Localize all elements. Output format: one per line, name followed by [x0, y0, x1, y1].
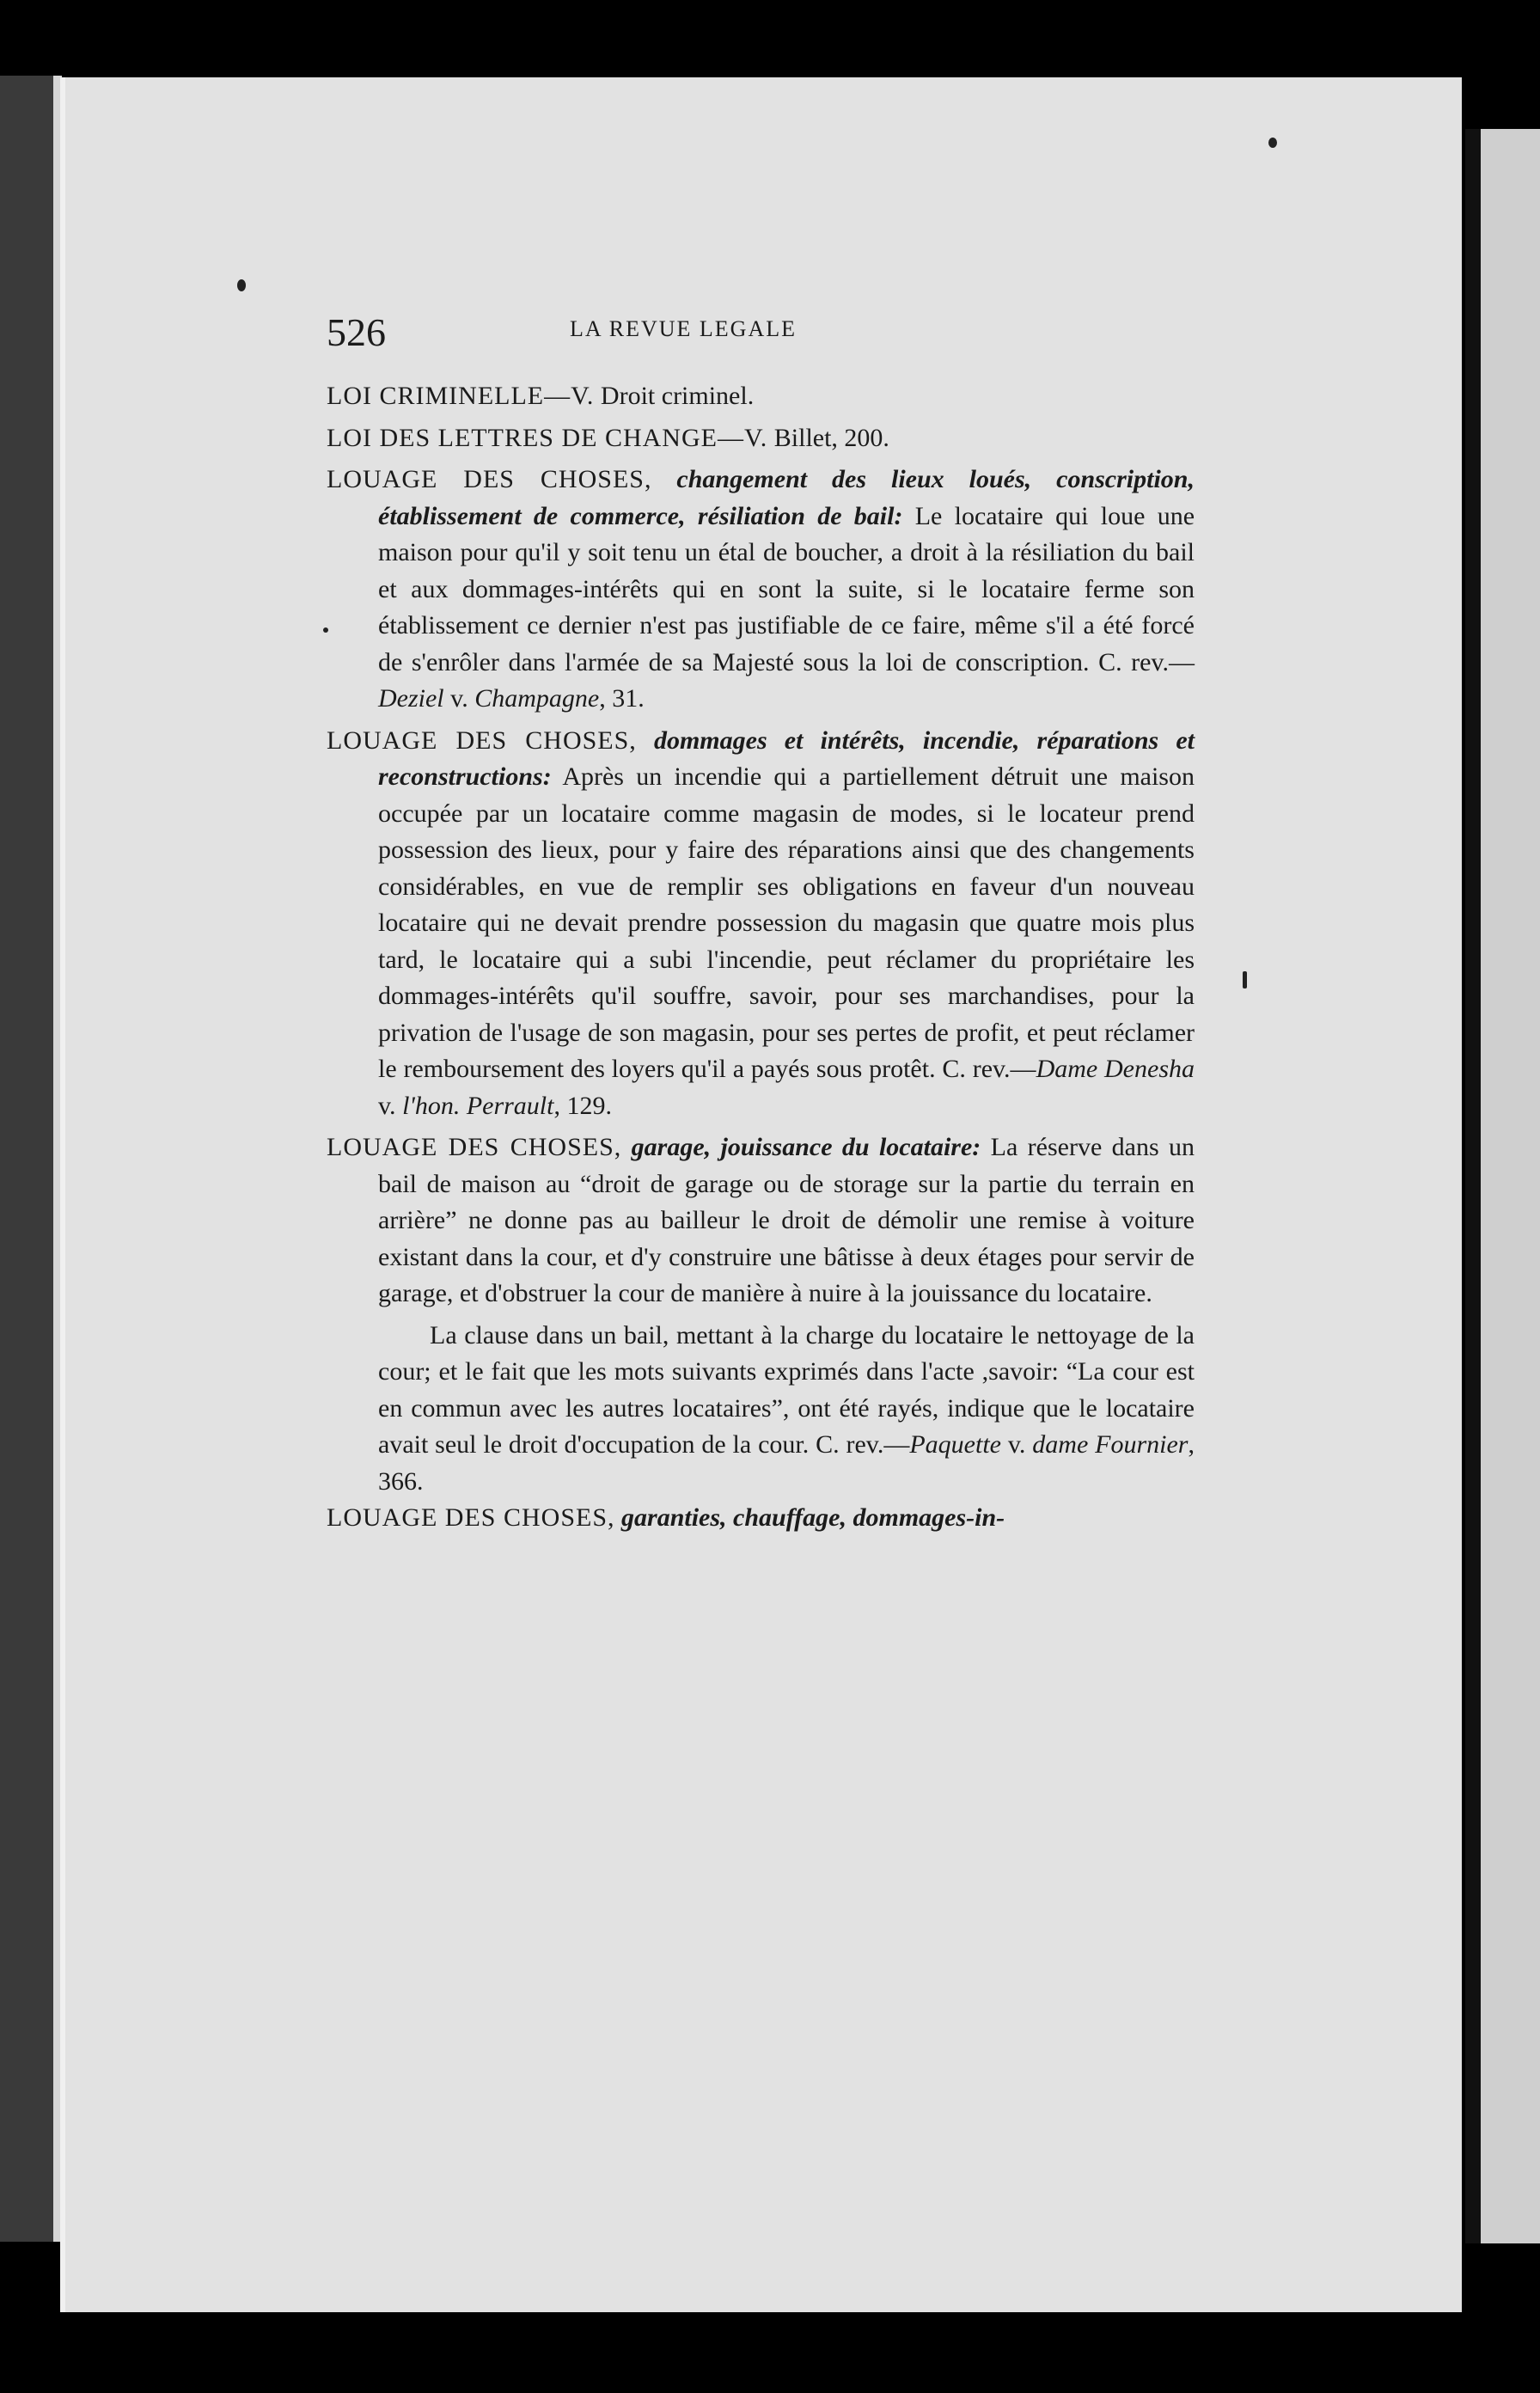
- entry-heading: LOI DES LETTRES DE CHANGE—V.: [327, 423, 768, 452]
- index-entry: [327, 723, 1195, 1125]
- paper-speck: [1268, 138, 1277, 148]
- index-entry: [327, 1500, 1195, 1537]
- entry-topic: changement des lieux loués, conscription, établissement de commerce, résiliation de bail:: [378, 465, 1195, 530]
- page-reference: , 366.: [378, 1430, 1195, 1496]
- entry-paragraph: [327, 1318, 1195, 1501]
- party-name: Deziel: [378, 684, 444, 713]
- entry-reference: Droit criminel.: [600, 382, 755, 410]
- index-entry: [327, 378, 1195, 415]
- page-number: 526: [327, 310, 386, 354]
- page-header: [327, 309, 1040, 370]
- paper-speck: [237, 279, 246, 291]
- entry-body: Le locataire qui loue une maison pour qu'il y soit tenu un étal de boucher, a droit à la résiliation du bail et aux dommages-intérêts qui en sont la suite, si le locataire ferme son établissement ce dernier n'est pas justifiable de ce faire, même s'il a été forcé de s'enrôler dans l'armée de sa Majesté sous la loi de conscription. C. rev.—: [378, 501, 1195, 676]
- entry-topic: garage, jouissance du locataire:: [631, 1133, 981, 1161]
- running-title: LA REVUE LEGALE: [570, 316, 797, 341]
- entry-body: Après un incendie qui a partiellement détruit une maison occupée par un locataire comme magasin de modes, si le locateur prend possession des lieux, pour y faire des réparations ainsi que des changements considérables, en vue de remplir ses obligations en faveur d'un nouveau locataire qui ne devait prendre possession du magasin que quatre mois plus tard, le locataire qui a subi l'incendie, peut réclamer du propriétaire les dommages-intérêts qu'il souffre, savoir, pour ses marchandises, pour la privation de l'usage de son magasin, pour ses pertes de profit, et peut réclamer le remboursement des loyers qu'il a payés sous protêt. C. rev.—: [378, 762, 1195, 1083]
- adjacent-page-edge-left: [0, 76, 62, 2242]
- entry-reference: Billet, 200.: [773, 423, 889, 452]
- versus: v.: [1000, 1430, 1033, 1459]
- entry-topic: dommages et intérêts, incendie, réparations et reconstructions:: [378, 725, 1195, 791]
- party-name: Dame Denesha: [1036, 1055, 1195, 1083]
- party-name: dame Fournier: [1032, 1430, 1189, 1459]
- index-entry: [327, 1129, 1195, 1313]
- page-reference: , 31.: [599, 684, 645, 713]
- adjacent-page-edge-right: [1465, 129, 1540, 2243]
- party-name: Champagne: [474, 684, 600, 713]
- entry-body: La réserve dans un bail de maison au “droit de garage ou de storage sur la partie du terrain en arrière” ne donne pas au bailleur le droit de démolir une remise à voiture existant dans la cour, et d'y construire une bâtisse à deux étages pour servir de garage, et d'obstruer la cour de manière à nuire à la jouissance du locataire.: [378, 1133, 1195, 1307]
- index-entry: [327, 462, 1195, 718]
- paper-speck: [1243, 971, 1247, 988]
- versus: v.: [443, 684, 475, 713]
- entry-heading: LOUAGE DES CHOSES,: [327, 1503, 615, 1532]
- party-name: l'hon. Perrault: [402, 1091, 554, 1120]
- index-entry: [327, 420, 1195, 457]
- entry-heading: LOI CRIMINELLE—V.: [327, 382, 595, 410]
- versus: v.: [378, 1091, 403, 1120]
- entry-heading: LOUAGE DES CHOSES,: [327, 725, 637, 755]
- entry-heading: LOUAGE DES CHOSES,: [327, 465, 652, 493]
- entry-body: La clause dans un bail, mettant à la charge du locataire le nettoyage de la cour; et le fait que les mots suivants exprimés dans l'acte ,savoir: “La cour est en commun avec les autres locataires”, ont été rayés, indique que le locataire avait seul le droit d'occupation de la cour. C. rev.—: [378, 1320, 1195, 1459]
- index-entries: [327, 378, 1195, 1542]
- page-reference: , 129.: [553, 1091, 612, 1120]
- entry-heading: LOUAGE DES CHOSES,: [327, 1133, 622, 1161]
- entry-topic: garanties, chauffage, dommages-in-: [621, 1503, 1005, 1532]
- party-name: Paquette: [909, 1430, 1001, 1459]
